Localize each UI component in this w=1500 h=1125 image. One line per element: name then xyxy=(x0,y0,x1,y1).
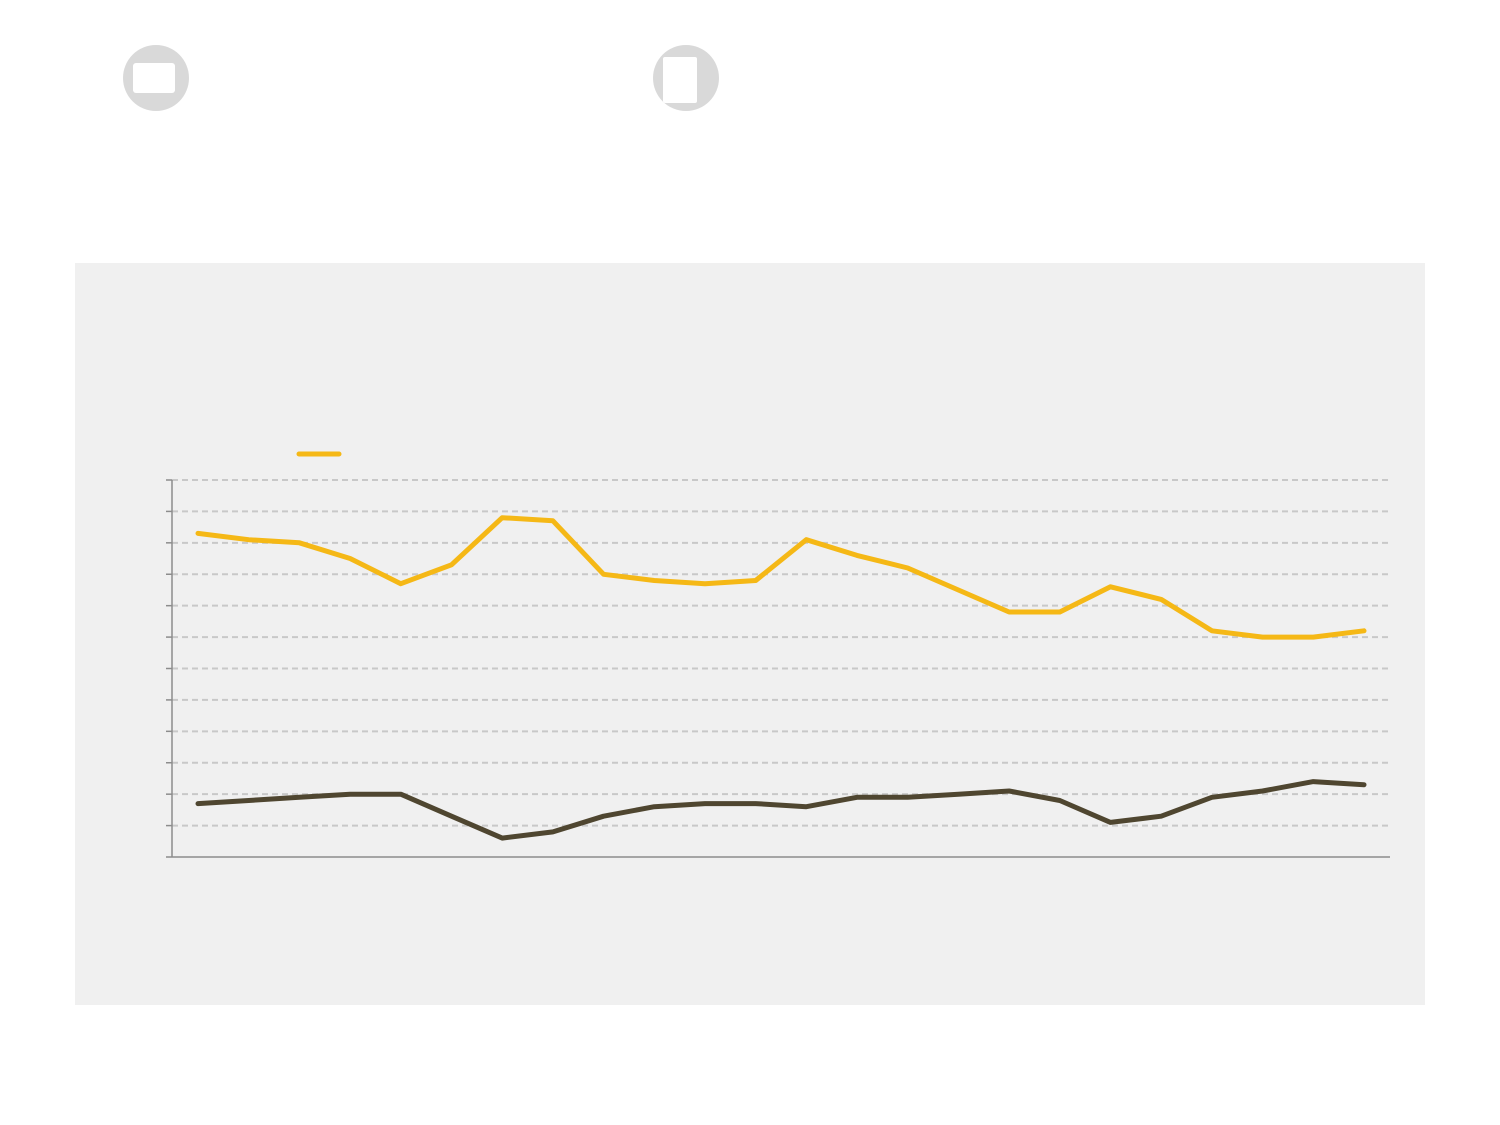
series-line-2 xyxy=(198,782,1364,839)
series-line-1 xyxy=(198,518,1364,637)
